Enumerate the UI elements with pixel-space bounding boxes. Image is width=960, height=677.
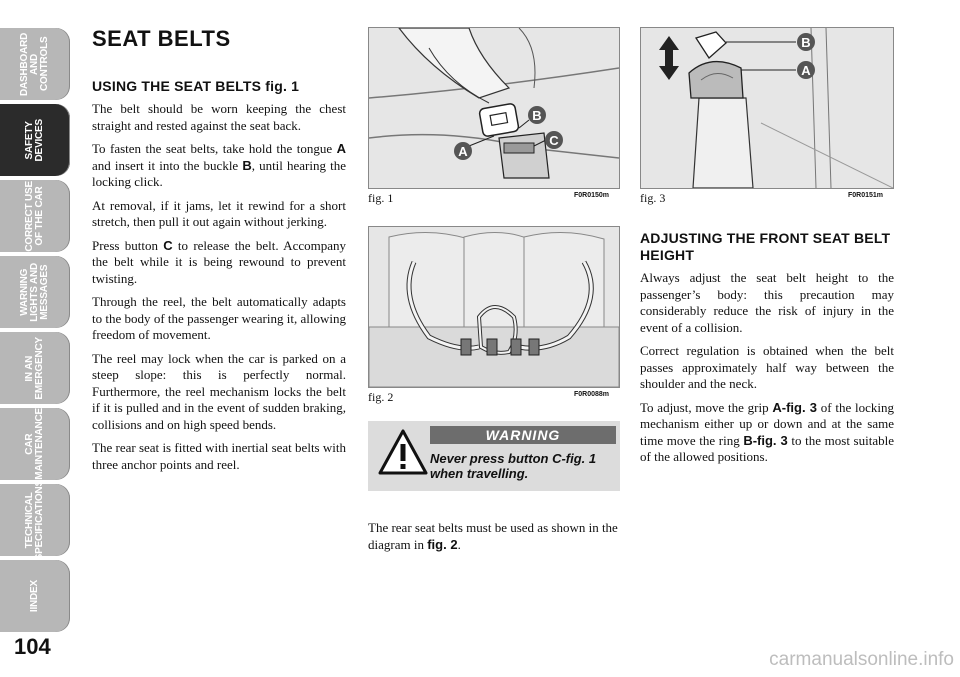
figure-1-caption: fig. 1 xyxy=(368,191,394,205)
callout-c xyxy=(545,131,563,149)
rear-belts-note xyxy=(368,520,622,560)
watermark: carmanualsonline.info xyxy=(769,649,954,670)
paragraph: The reel may lock when the car is parked on a steep slope: this is perfectly normal. Furthermore, the reel mechanism locks the belt if it is pulled and in the event of sudden braking, collisions and on high speed bends. xyxy=(92,350,346,432)
paragraph: Press button C to release the belt. Accompany the belt while it is being rewound to prevent twisting. xyxy=(92,237,346,286)
paragraph: The rear seat is fitted with inertial seat belts with three anchor points and reel. xyxy=(92,440,346,472)
height-adjuster-illustration xyxy=(641,28,893,188)
column-1 xyxy=(92,78,346,480)
callout-b xyxy=(797,33,815,51)
tab-warning-lights-and-messages[interactable]: WARNING LIGHTS AND MESSAGES xyxy=(0,256,70,328)
paragraph: Through the reel, the belt automatically adapts to the body of the passenger wearing it, allowing freedom of movement. xyxy=(92,294,346,342)
section-heading-using-seat-belts: USING THE SEAT BELTS fig. 1 xyxy=(92,78,300,94)
tab-correct-use-of-the-car[interactable]: CORRECT USE OF THE CAR xyxy=(0,180,70,252)
figure-2-code: F0R0088m xyxy=(574,391,610,398)
figure-2-caption: fig. 2 xyxy=(368,390,394,404)
column-3 xyxy=(640,230,894,473)
svg-text:A: A xyxy=(801,63,811,78)
figure-1-code: F0R0150m xyxy=(574,192,610,199)
tab-in-an-emergency[interactable]: IN AN EMERGENCY xyxy=(0,332,70,404)
paragraph: To fasten the seat belts, take hold the tongue A and insert it into the buckle B, until hearing the locking click. xyxy=(92,141,346,189)
warning-title: WARNING xyxy=(430,426,616,444)
callout-a xyxy=(797,61,815,79)
paragraph: Always adjust the seat belt height to the passenger’s body: this precaution may considerably reduce the risk of injury in the event of a collision. xyxy=(640,270,894,335)
figure-1-buckle xyxy=(368,27,620,189)
svg-text:A: A xyxy=(458,144,468,159)
buckle-illustration xyxy=(369,28,619,188)
svg-text:C: C xyxy=(549,133,559,148)
callout-a xyxy=(454,142,472,160)
warning-triangle-icon xyxy=(378,429,428,475)
figure-2-rear-seat-belts xyxy=(368,226,620,388)
rear-seats-illustration xyxy=(369,227,619,387)
svg-text:B: B xyxy=(801,35,811,50)
tab-technical-specifications[interactable]: TECHNICAL SPECIFICATIONS xyxy=(0,484,70,556)
figure-3-caption: fig. 3 xyxy=(640,191,666,205)
figure-3-code: F0R0151m xyxy=(848,192,884,199)
tab-car-maintenance[interactable]: CAR MAINTENANCE xyxy=(0,408,70,480)
warning-text: Never press button C-fig. 1 when travelling. xyxy=(430,451,597,481)
figure-3-height-adjuster xyxy=(640,27,894,189)
svg-text:B: B xyxy=(532,108,542,123)
paragraph: At removal, if it jams, let it rewind for a short stretch, then pull it out again without jerking. xyxy=(92,197,346,229)
callout-b xyxy=(528,106,546,124)
paragraph: Correct regulation is obtained when the belt passes approximately half way between the shoulder and the neck. xyxy=(640,343,894,391)
page-title: SEAT BELTS xyxy=(92,26,231,51)
paragraph: To adjust, move the grip A-fig. 3 of the locking mechanism either up or down and at the same time move the ring B-fig. 3 to the most suitable of the allowed positions. xyxy=(640,399,894,464)
section-heading-adjusting-belt-height: ADJUSTING THE FRONT SEAT BELT HEIGHT xyxy=(640,230,891,263)
tab-index[interactable]: IINDEX xyxy=(0,560,70,632)
tab-safety-devices[interactable]: SAFETY DEVICES xyxy=(0,104,70,176)
paragraph: The rear seat belts must be used as shown in the diagram in fig. 2. xyxy=(368,520,618,552)
page-number: 104 xyxy=(14,634,51,659)
paragraph: The belt should be worn keeping the chest straight and rested against the seat back. xyxy=(92,101,346,133)
tab-dashboard-and-controls[interactable]: DASHBOARD AND CONTROLS xyxy=(0,28,70,100)
